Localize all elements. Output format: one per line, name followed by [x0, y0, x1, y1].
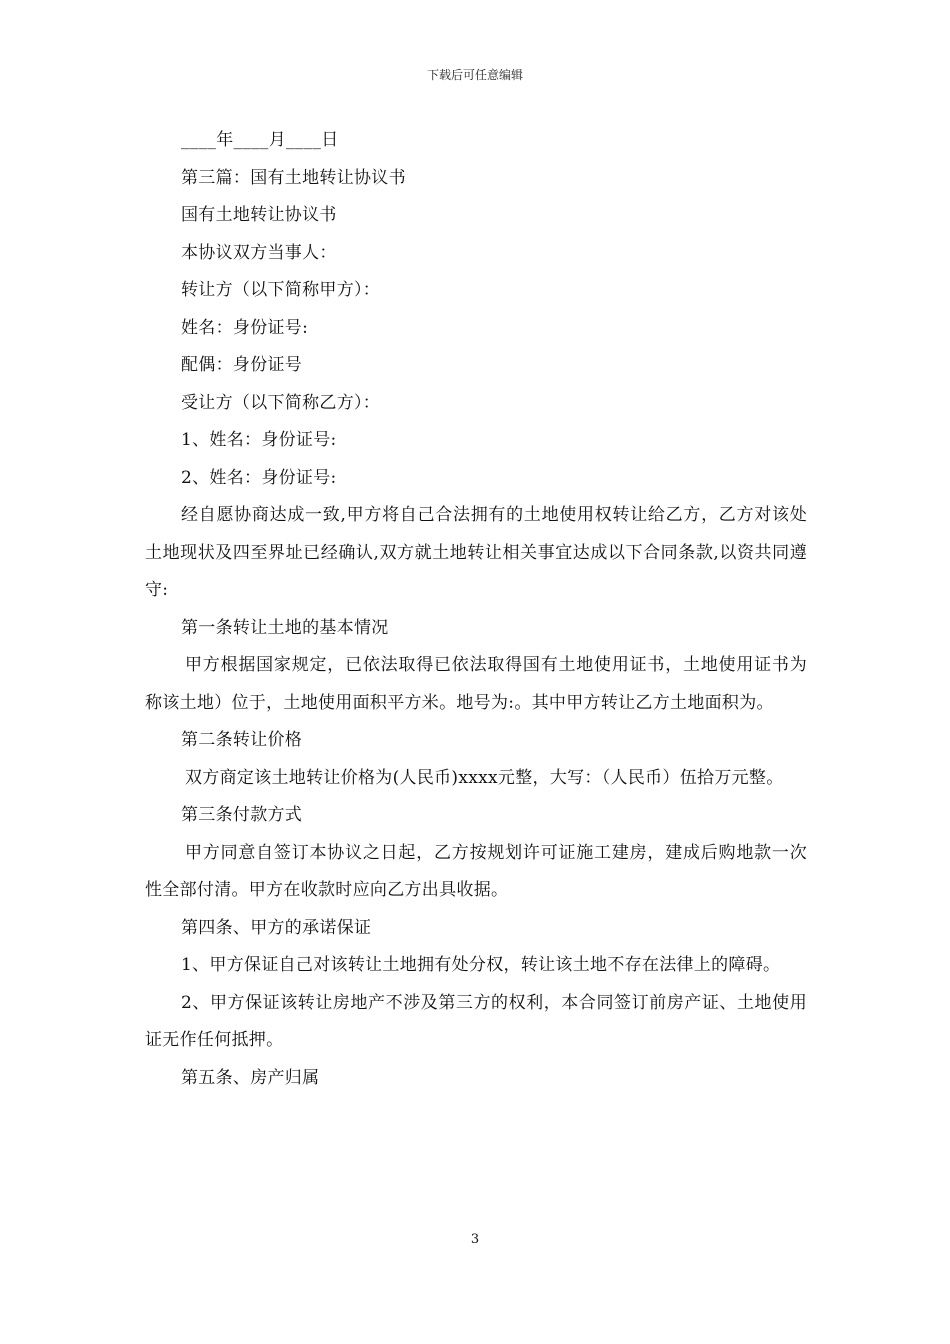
article-3-body: 甲方同意自签订本协议之日起，乙方按规划许可证施工建房，建成后购地款一次性全部付清。甲方在收款时应向乙方出具收据。	[145, 842, 807, 900]
article-1-heading: 第一条转让土地的基本情况	[181, 617, 389, 638]
transferor-name-line: 姓名：身份证号:	[181, 317, 309, 338]
article-5-heading: 第五条、房产归属	[181, 1067, 320, 1088]
document-body	[145, 122, 807, 1097]
transferee-2-line: 2、姓名：身份证号:	[181, 467, 337, 488]
article-4-item-1: 1、甲方保证自己对该转让土地拥有处分权，转让该土地不存在法律上的障碍。	[181, 955, 781, 975]
transferor-spouse-line: 配偶：身份证号	[181, 355, 303, 375]
transferor-heading: 转让方（以下简称甲方）：	[181, 280, 381, 300]
article-4-item-2: 2、甲方保证该转让房地产不涉及第三方的权利，本合同签订前房产证、土地使用证无作任何抵押。	[145, 992, 807, 1050]
page-header: 下载后可任意编辑	[426, 68, 523, 82]
transferee-heading: 受让方（以下简称乙方）：	[181, 392, 381, 413]
article-2-heading: 第二条转让价格	[181, 730, 303, 750]
preamble-paragraph: 经自愿协商达成一致,甲方将自己合法拥有的土地使用权转让给乙方，乙方对该处土地现状及四至界址已经确认,双方就土地转让相关事宜达成以下合同条款,以资共同遵守:	[145, 505, 807, 600]
article-3-heading: 第三条付款方式	[181, 805, 303, 825]
chapter-title: 第三篇：国有土地转让协议书	[181, 167, 406, 188]
article-1-body: 甲方根据国家规定，已依法取得已依法取得国有土地使用证书，土地使用证书为称该土地）位于，土地使用面积平方米。地号为:。其中甲方转让乙方土地面积为。	[145, 655, 807, 713]
article-4-heading: 第四条、甲方的承诺保证	[181, 917, 372, 938]
page-number: 3	[470, 1232, 480, 1247]
agreement-title: 国有土地转让协议书	[181, 205, 337, 225]
date-line: ____年____月____日	[181, 130, 339, 150]
transferee-1-line: 1、姓名：身份证号:	[181, 430, 337, 450]
article-2-body: 双方商定该土地转让价格为(人民币)xxxx元整，大写：（人民币）伍拾万元整。	[185, 767, 784, 788]
parties-intro: 本协议双方当事人：	[181, 242, 337, 263]
